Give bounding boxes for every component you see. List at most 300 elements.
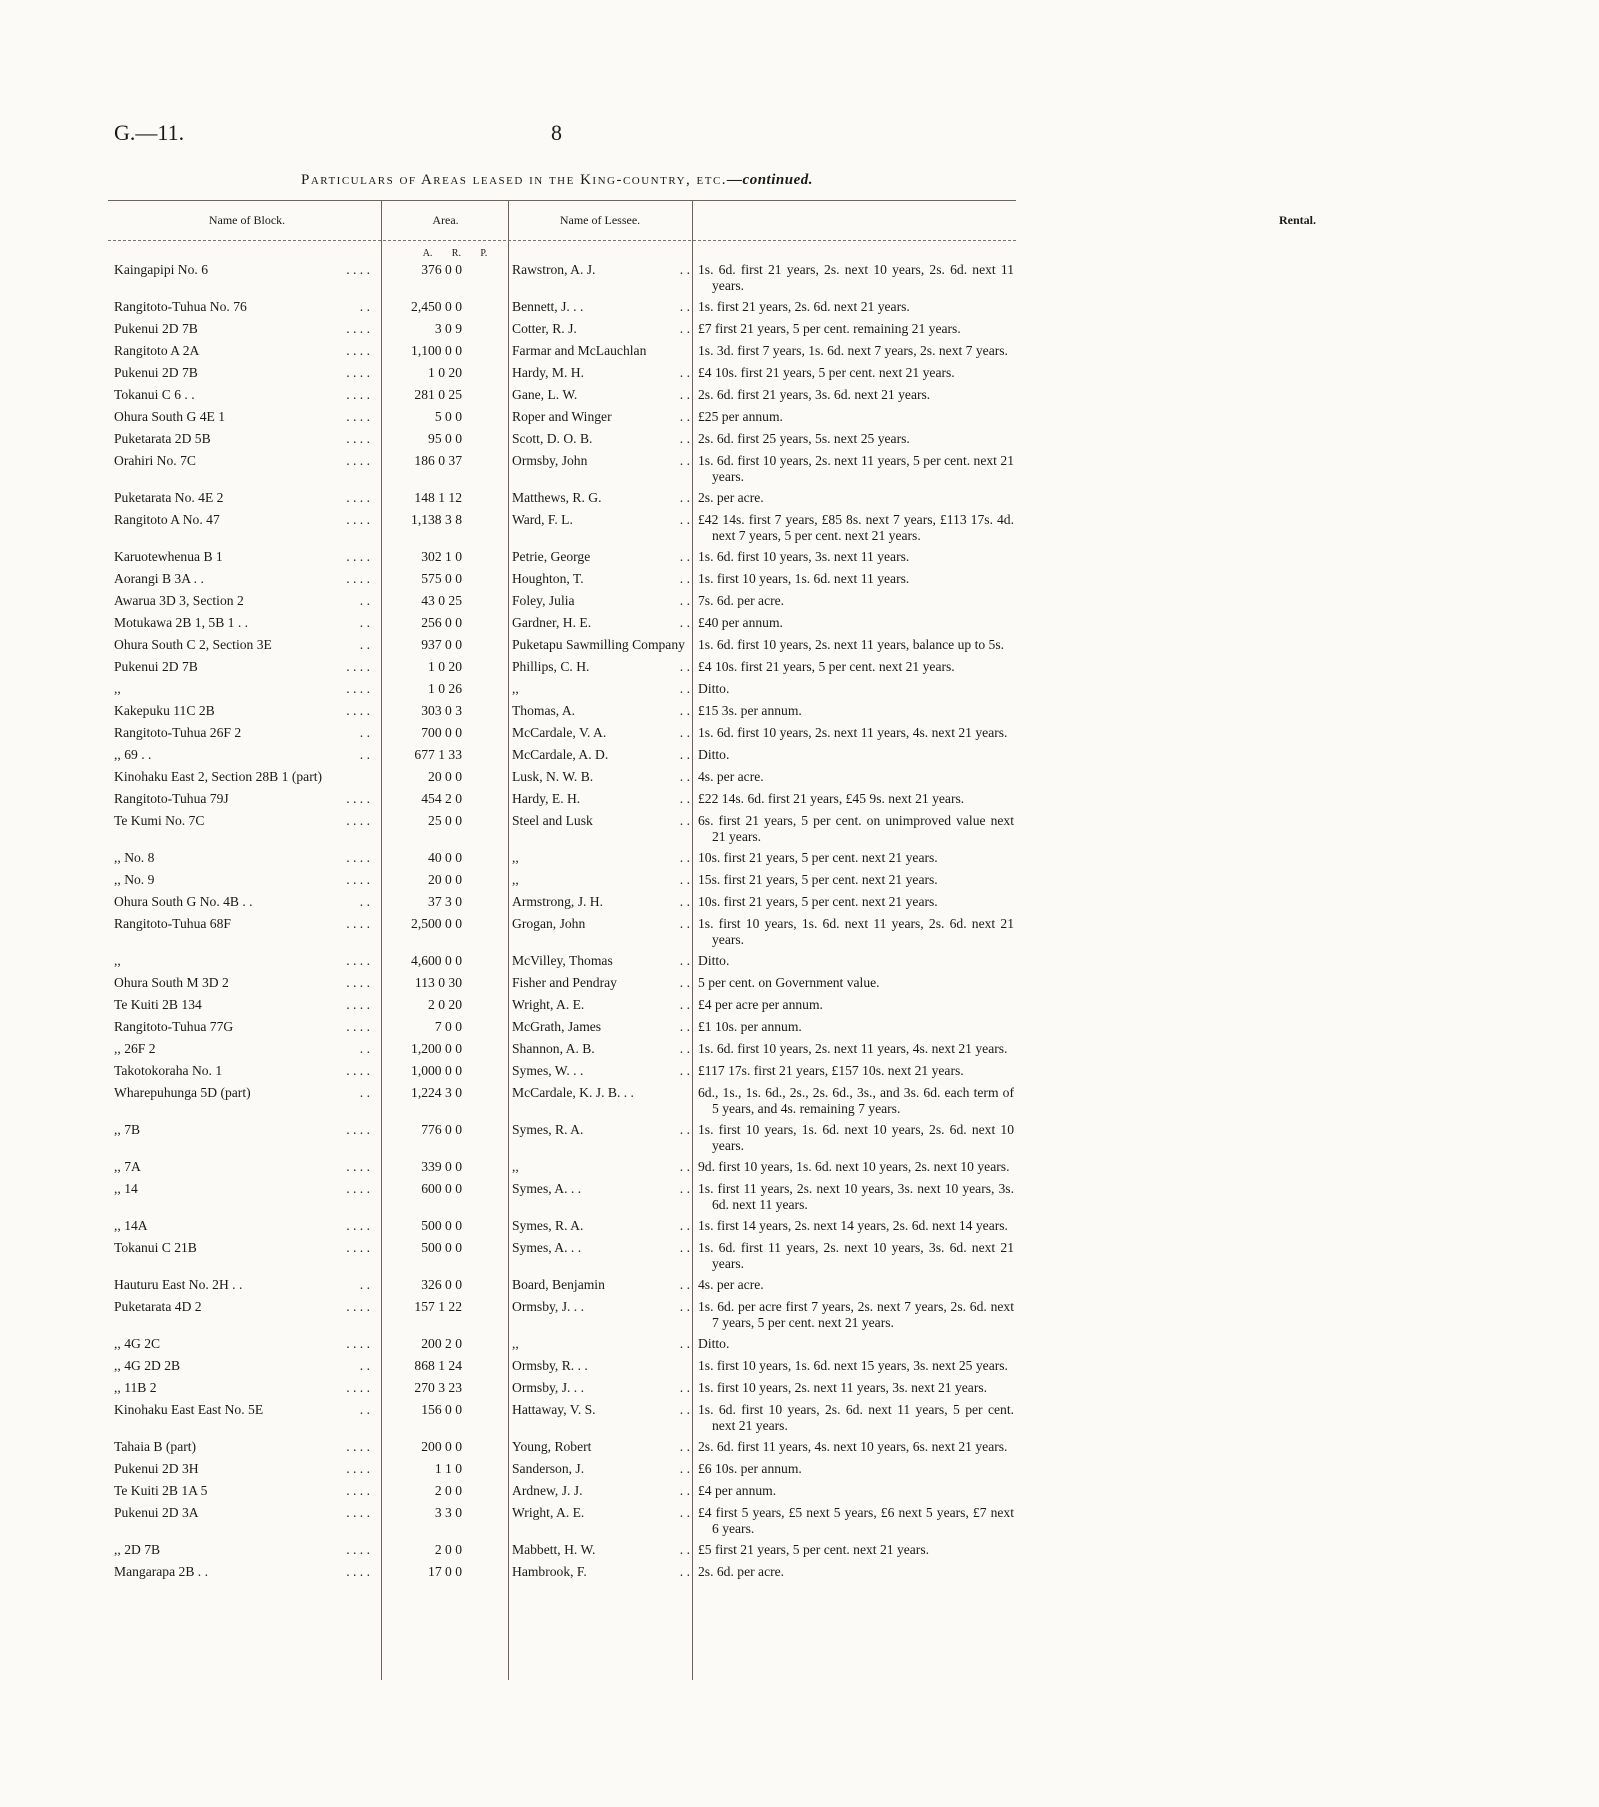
table-row (114, 659, 1014, 675)
lessee-name (512, 1483, 690, 1499)
leader-dots: . . (677, 1542, 690, 1558)
rental-terms (698, 321, 1014, 337)
leader-dots: . . (677, 1439, 690, 1455)
leader-dots: . . (677, 1019, 690, 1035)
rental-terms-text: £42 14s. first 7 years, £85 8s. next 7 years, £113 17s. 4d. next 7 years, 5 per cent. next 21 years. (698, 512, 1014, 543)
rental-terms-text: £1 10s. per annum. (698, 1019, 802, 1034)
rental-terms-text: £7 first 21 years, 5 per cent. remaining 21 years. (698, 321, 961, 336)
leader-dots: . . (677, 1063, 690, 1079)
lessee-name-text: Ward, F. L. (512, 512, 573, 527)
block-name (114, 1483, 370, 1499)
leader-dots: . . . . (343, 1299, 370, 1315)
leader-dots: . . (677, 975, 690, 991)
block-name (114, 975, 370, 991)
lessee-name-text: Rawstron, A. J. (512, 262, 596, 277)
block-name-text: ,, 69 . . (114, 747, 152, 762)
area-value: 600 0 0 (421, 1181, 462, 1196)
rental-terms (698, 1299, 1014, 1330)
leader-dots: . . (677, 409, 690, 425)
lessee-name (512, 262, 690, 278)
rental-terms-text: £4 per annum. (698, 1483, 777, 1498)
table-row (114, 1402, 1014, 1433)
rental-terms (698, 549, 1014, 565)
block-name (114, 1380, 370, 1396)
block-name (114, 387, 370, 403)
rental-terms-text: 1s. first 10 years, 2s. next 11 years, 3s. next 21 years. (698, 1380, 988, 1395)
table-row (114, 1461, 1014, 1477)
page-id: G.—11. (114, 120, 185, 145)
leader-dots: . . (677, 299, 690, 315)
table-row (114, 343, 1014, 359)
leader-dots: . . (677, 725, 690, 741)
lessee-name (512, 1336, 690, 1352)
rental-terms-text: 10s. first 21 years, 5 per cent. next 21 years. (698, 894, 938, 909)
rental-terms-text: £4 per acre per annum. (698, 997, 823, 1012)
table-row (114, 1240, 1014, 1271)
lessee-name-text: ,, (512, 850, 519, 865)
block-name (114, 1085, 370, 1101)
rental-terms-text: Ditto. (698, 681, 730, 696)
leader-dots: . . . . (343, 453, 370, 469)
rental-terms-text: 1s. first 11 years, 2s. next 10 years, 3s. next 10 years, 3s. 6d. next 11 years. (698, 1181, 1014, 1212)
block-name (114, 299, 370, 315)
block-name (114, 637, 370, 653)
block-name (114, 571, 370, 587)
rental-terms-text: 1s. 6d. first 10 years, 2s. next 11 years, balance up to 5s. (698, 637, 1005, 652)
rental-terms (698, 615, 1014, 631)
rental-terms (698, 490, 1014, 506)
leader-dots: . . . . (343, 409, 370, 425)
leader-dots: . . (677, 659, 690, 675)
leader-dots: . . . . (343, 1505, 370, 1521)
block-name (114, 997, 370, 1013)
block-name-text: ,, 7B (114, 1122, 141, 1137)
block-name-text: ,, 26F 2 (114, 1041, 156, 1056)
leader-dots: . . . . (343, 1218, 370, 1234)
area-value: 95 0 0 (428, 431, 462, 446)
leader-dots: . . (677, 549, 690, 565)
area-value: 1 0 26 (428, 681, 462, 696)
rental-terms-text: Ditto. (698, 1336, 730, 1351)
col-head-lessee: Name of Lessee. (559, 213, 641, 227)
rental-terms-text: 1s. first 10 years, 1s. 6d. next 11 years, 2s. 6d. next 21 years. (698, 916, 1014, 947)
lessee-name-text: Lusk, N. W. B. (512, 769, 594, 784)
rental-terms (698, 1181, 1014, 1212)
leader-dots: . . (357, 1041, 370, 1057)
rental-terms (698, 850, 1014, 866)
lessee-name-text: Sanderson, J. (512, 1461, 585, 1476)
leader-dots: . . (677, 1380, 690, 1396)
leader-dots: . . . . (343, 997, 370, 1013)
rental-terms (698, 1505, 1014, 1536)
block-name-text: ,, No. 8 (114, 850, 155, 865)
table-row (114, 725, 1014, 741)
block-name (114, 1439, 370, 1455)
lessee-name-text: McGrath, James (512, 1019, 602, 1034)
block-name (114, 1336, 370, 1352)
lessee-name (512, 659, 690, 675)
rental-terms-text: 1s. first 10 years, 1s. 6d. next 10 years, 2s. 6d. next 10 years. (698, 1122, 1014, 1153)
lessee-name (512, 747, 690, 763)
leader-dots: . . . . (343, 916, 370, 932)
leader-dots: . . (677, 365, 690, 381)
block-name-text: Te Kumi No. 7C (114, 813, 205, 828)
rental-terms-text: 6s. first 21 years, 5 per cent. on unimproved value next 21 years. (698, 813, 1014, 844)
table-row (114, 894, 1014, 910)
block-name (114, 747, 370, 763)
lessee-name (512, 549, 690, 565)
rental-terms (698, 637, 1014, 653)
lessee-name-text: Mabbett, H. W. (512, 1542, 596, 1557)
leader-dots: . . (677, 953, 690, 969)
lessee-name (512, 1542, 690, 1558)
leader-dots: . . (677, 1483, 690, 1499)
leader-dots: . . (677, 1505, 690, 1521)
table-row (114, 1122, 1014, 1153)
table-row (114, 262, 1014, 293)
lessee-name-text: ,, (512, 1159, 519, 1174)
lessee-name-text: Symes, R. A. (512, 1218, 584, 1233)
rental-terms-text: 1s. first 10 years, 1s. 6d. next 11 years. (698, 571, 910, 586)
block-name-text: Rangitoto-Tuhua No. 76 (114, 299, 247, 314)
block-name-text: Ohura South M 3D 2 (114, 975, 229, 990)
lessee-name (512, 975, 690, 991)
block-name-text: ,, (114, 953, 121, 968)
block-name (114, 953, 370, 969)
leader-dots: . . (677, 1461, 690, 1477)
area-value: 20 0 0 (428, 769, 462, 784)
lessee-name (512, 343, 690, 359)
table-row (114, 850, 1014, 866)
leader-dots: . . . . (343, 872, 370, 888)
lessee-name (512, 1240, 690, 1256)
rental-terms (698, 725, 1014, 741)
lessee-name (512, 1159, 690, 1175)
table-row (114, 431, 1014, 447)
area-units (413, 248, 497, 259)
block-name-text: Puketarata No. 4E 2 (114, 490, 224, 505)
leader-dots: . . (677, 850, 690, 866)
rental-terms (698, 387, 1014, 403)
leader-dots: . . . . (343, 1240, 370, 1256)
block-name (114, 681, 370, 697)
block-name-text: Puketarata 2D 5B (114, 431, 211, 446)
lessee-name-text: McVilley, Thomas (512, 953, 613, 968)
table-row (114, 1336, 1014, 1352)
block-name (114, 1019, 370, 1035)
leader-dots: . . (357, 747, 370, 763)
leader-dots: . . . . (343, 1336, 370, 1352)
table-row (114, 1564, 1014, 1580)
leader-dots: . . (677, 769, 690, 785)
leader-dots: . . . . (343, 1159, 370, 1175)
block-name (114, 343, 370, 359)
table-row (114, 791, 1014, 807)
rental-terms (698, 1041, 1014, 1057)
block-name (114, 321, 370, 337)
lessee-name (512, 1402, 690, 1418)
table-row (114, 1299, 1014, 1330)
rental-terms (698, 1063, 1014, 1079)
rental-terms (698, 343, 1014, 359)
block-name (114, 791, 370, 807)
area-value: 3 3 0 (434, 1505, 462, 1520)
leader-dots: . . . . (343, 1019, 370, 1035)
table-row (114, 953, 1014, 969)
leader-dots: . . . . (343, 1380, 370, 1396)
table-row (114, 1277, 1014, 1293)
table-row (114, 409, 1014, 425)
rental-terms (698, 791, 1014, 807)
rental-terms (698, 1483, 1014, 1499)
area-value: 4,600 0 0 (411, 953, 462, 968)
block-name (114, 769, 370, 785)
area-value: 256 0 0 (421, 615, 462, 630)
lessee-name (512, 571, 690, 587)
leader-dots: . . (677, 593, 690, 609)
block-name-text: Rangitoto-Tuhua 26F 2 (114, 725, 242, 740)
leader-dots: . . . . (343, 681, 370, 697)
block-name (114, 1122, 370, 1138)
block-name (114, 1299, 370, 1315)
area-value: 2,500 0 0 (411, 916, 462, 931)
lessee-name-text: Puketapu Sawmilling Company (512, 637, 685, 652)
lessee-name (512, 1299, 690, 1315)
leader-dots: . . (677, 431, 690, 447)
area-value: 7 0 0 (434, 1019, 462, 1034)
area-value: 5 0 0 (434, 409, 462, 424)
block-name-text: ,, 14A (114, 1218, 148, 1233)
leader-dots: . . . . (343, 975, 370, 991)
unit-acres: A. (422, 248, 433, 259)
area-value: 200 0 0 (421, 1439, 462, 1454)
rental-terms (698, 571, 1014, 587)
lessee-name (512, 1218, 690, 1234)
area-value: 776 0 0 (421, 1122, 462, 1137)
leader-dots: . . (677, 1402, 690, 1418)
area-value: 2,450 0 0 (411, 299, 462, 314)
leader-dots: . . (677, 615, 690, 631)
rental-terms-text: 1s. first 21 years, 2s. 6d. next 21 years. (698, 299, 910, 314)
block-name-text: Awarua 3D 3, Section 2 (114, 593, 244, 608)
rental-terms (698, 1218, 1014, 1234)
block-name (114, 1041, 370, 1057)
lessee-name-text: Matthews, R. G. (512, 490, 602, 505)
rental-terms (698, 1122, 1014, 1153)
table-row (114, 769, 1014, 785)
lessee-name (512, 453, 690, 469)
lease-table (114, 262, 1014, 1586)
block-name (114, 1240, 370, 1256)
block-name-text: Kinohaku East East No. 5E (114, 1402, 264, 1417)
area-value: 1 0 20 (428, 365, 462, 380)
block-name (114, 813, 370, 829)
lessee-name-text: Houghton, T. (512, 571, 584, 586)
area-value: 2 0 20 (428, 997, 462, 1012)
lessee-name (512, 1122, 690, 1138)
lessee-name-text: Ormsby, J. . . (512, 1380, 584, 1395)
col-head-rental: Rental. (1279, 213, 1316, 227)
lessee-name (512, 791, 690, 807)
table-row (114, 1380, 1014, 1396)
leader-dots: . . . . (343, 549, 370, 565)
leader-dots: . . . . (343, 850, 370, 866)
area-value: 113 0 30 (414, 975, 462, 990)
lessee-name-text: Phillips, C. H. (512, 659, 590, 674)
area-value: 677 1 33 (414, 747, 462, 762)
lessee-name-text: Foley, Julia (512, 593, 575, 608)
block-name (114, 1564, 370, 1580)
lessee-name (512, 953, 690, 969)
rental-terms (698, 1564, 1014, 1580)
leader-dots: . . (677, 1122, 690, 1138)
leader-dots: . . (677, 791, 690, 807)
rental-terms-text: £25 per annum. (698, 409, 783, 424)
table-row (114, 637, 1014, 653)
area-value: 40 0 0 (428, 850, 462, 865)
lessee-name-text: Thomas, A. (512, 703, 576, 718)
table-row (114, 1181, 1014, 1212)
block-name-text: ,, 14 (114, 1181, 138, 1196)
table-row (114, 1542, 1014, 1558)
lessee-name-text: Ormsby, J. . . (512, 1299, 584, 1314)
rental-terms-text: £6 10s. per annum. (698, 1461, 802, 1476)
leader-dots: . . (357, 725, 370, 741)
leader-dots: . . . . (343, 1542, 370, 1558)
rental-terms (698, 1019, 1014, 1035)
area-value: 186 0 37 (414, 453, 462, 468)
area-value: 2 0 0 (434, 1483, 462, 1498)
leader-dots: . . (677, 703, 690, 719)
rental-terms-text: 1s. 6d. first 21 years, 2s. next 10 years, 2s. 6d. next 11 years. (698, 262, 1014, 293)
leader-dots: . . (357, 593, 370, 609)
rental-terms-text: £5 first 21 years, 5 per cent. next 21 years. (698, 1542, 930, 1557)
leader-dots: . . (357, 894, 370, 910)
leader-dots: . . . . (343, 1439, 370, 1455)
rental-terms-text: £4 10s. first 21 years, 5 per cent. next 21 years. (698, 659, 955, 674)
area-value: 25 0 0 (428, 813, 462, 828)
block-name (114, 262, 370, 278)
lessee-name-text: Gardner, H. E. (512, 615, 592, 630)
table-row (114, 1505, 1014, 1536)
unit-roods: R. (451, 248, 461, 259)
lessee-name (512, 703, 690, 719)
lessee-name (512, 365, 690, 381)
lessee-name (512, 1181, 690, 1197)
block-name (114, 1181, 370, 1197)
table-row (114, 1041, 1014, 1057)
leader-dots: . . (677, 681, 690, 697)
rental-terms (698, 1358, 1014, 1374)
rental-terms-text: 2s. 6d. per acre. (698, 1564, 785, 1579)
block-name (114, 916, 370, 932)
table-row (114, 1358, 1014, 1374)
table-row (114, 1218, 1014, 1234)
lessee-name-text: Gane, L. W. (512, 387, 578, 402)
leader-dots: . . (357, 299, 370, 315)
table-row (114, 813, 1014, 844)
block-name-text: ,, 2D 7B (114, 1542, 161, 1557)
table-row (114, 975, 1014, 991)
lessee-name-text: Hattaway, V. S. (512, 1402, 596, 1417)
table-row (114, 321, 1014, 337)
area-value: 303 0 3 (421, 703, 462, 718)
lessee-name (512, 769, 690, 785)
rental-terms (698, 1542, 1014, 1558)
block-name-text: Ohura South C 2, Section 3E (114, 637, 272, 652)
leader-dots: . . (677, 1564, 690, 1580)
lessee-name-text: Ardnew, J. J. (512, 1483, 583, 1498)
leader-dots: . . . . (343, 953, 370, 969)
block-name (114, 850, 370, 866)
rental-terms-text: 1s. first 10 years, 1s. 6d. next 15 years, 3s. next 25 years. (698, 1358, 1008, 1373)
lessee-name-text: Board, Benjamin (512, 1277, 605, 1292)
table-row (114, 512, 1014, 543)
lessee-name-text: Fisher and Pendray (512, 975, 617, 990)
lessee-name (512, 872, 690, 888)
area-value: 200 2 0 (421, 1336, 462, 1351)
block-name-text: Tahaia B (part) (114, 1439, 197, 1454)
leader-dots: . . (677, 1240, 690, 1256)
table-row (114, 490, 1014, 506)
lessee-name-text: Roper and Winger (512, 409, 612, 424)
table-row (114, 1439, 1014, 1455)
lessee-name-text: McCardale, K. J. B. . . (512, 1085, 634, 1100)
rental-terms-text: £40 per annum. (698, 615, 783, 630)
lessee-name-text: Petrie, George (512, 549, 591, 564)
table-row (114, 1483, 1014, 1499)
table-title (0, 172, 1114, 189)
rental-terms (698, 813, 1014, 844)
block-name-text: Wharepuhunga 5D (part) (114, 1085, 251, 1100)
table-row (114, 615, 1014, 631)
rental-terms (698, 1159, 1014, 1175)
rental-terms (698, 1240, 1014, 1271)
leader-dots: . . (677, 1299, 690, 1315)
block-name-text: Pukenui 2D 7B (114, 365, 198, 380)
table-row (114, 997, 1014, 1013)
lessee-name (512, 1041, 690, 1057)
rental-terms (698, 953, 1014, 969)
header-rule (108, 200, 1016, 201)
rental-terms-text: 2s. per acre. (698, 490, 764, 505)
leader-dots: . . (677, 1159, 690, 1175)
leader-dots: . . . . (343, 1461, 370, 1477)
rental-terms (698, 593, 1014, 609)
block-name (114, 894, 370, 910)
block-name-text: Karuotewhenua B 1 (114, 549, 223, 564)
block-name-text: ,, 7A (114, 1159, 141, 1174)
leader-dots: . . (677, 1041, 690, 1057)
area-value: 868 1 24 (414, 1358, 462, 1373)
rental-terms (698, 1336, 1014, 1352)
lessee-name (512, 1564, 690, 1580)
block-name-text: Orahiri No. 7C (114, 453, 196, 468)
area-value: 3 0 9 (434, 321, 462, 336)
rental-terms-text: 1s. 6d. first 10 years, 2s. next 11 years, 5 per cent. next 21 years. (698, 453, 1014, 484)
leader-dots: . . . . (343, 1564, 370, 1580)
rental-terms-text: £22 14s. 6d. first 21 years, £45 9s. next 21 years. (698, 791, 965, 806)
block-name-text: Rangitoto-Tuhua 79J (114, 791, 229, 806)
rental-terms (698, 659, 1014, 675)
rental-terms-text: 6d., 1s., 1s. 6d., 2s., 2s. 6d., 3s., and 3s. 6d. each term of 5 years, and 4s. remaining 7 years. (698, 1085, 1014, 1116)
lessee-name-text: Ormsby, R. . . (512, 1358, 588, 1373)
leader-dots: . . . . (343, 571, 370, 587)
block-name (114, 659, 370, 675)
lessee-name (512, 813, 690, 829)
area-value: 500 0 0 (421, 1218, 462, 1233)
lessee-name-text: Shannon, A. B. (512, 1041, 595, 1056)
